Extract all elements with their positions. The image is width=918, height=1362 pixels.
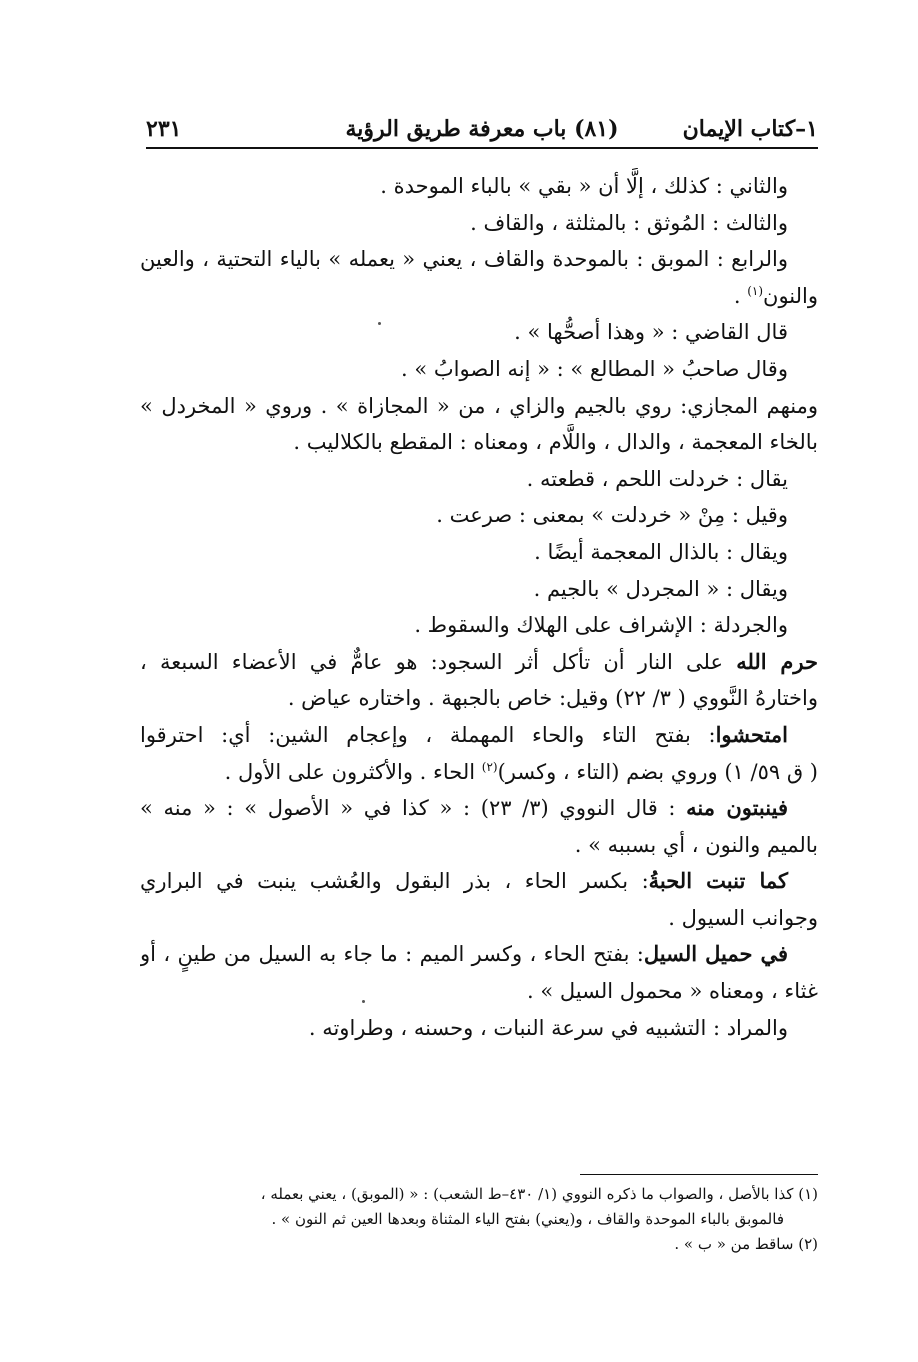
text-line	[140, 314, 818, 351]
footnote-marker: (٢)	[481, 759, 498, 774]
footnotes	[146, 1182, 818, 1257]
line-text: : بكسر الحاء ، بذر البقول والعُشب ينبت في البراري	[140, 869, 649, 894]
footnote-line: (١) كذا بالأصل ، والصواب ما ذكره النووي (١/ ٤٣٠–ط الشعب) : « (الموبق) ، يعني بعمله ،	[260, 1185, 818, 1203]
hadith-keyword: حرم الله	[736, 648, 818, 674]
footnote-line: (٢) ساقط من « ب » .	[674, 1235, 818, 1253]
text-line	[140, 644, 818, 681]
footnote-line: فالموبق بالباء الموحدة والقاف ، و(يعني) بفتح الياء المثناة وبعدها العين ثم النون » .	[271, 1210, 784, 1228]
line-text: غثاء ، ومعناه « محمول السيل » .	[527, 979, 818, 1004]
text-line	[140, 973, 818, 1010]
text-line	[140, 790, 818, 827]
running-header	[146, 108, 818, 148]
text-line	[140, 900, 818, 937]
line-text: : بفتح التاء والحاء المهملة ، وإعجام الشين: أي: احترقوا	[140, 722, 716, 747]
line-text: : بفتح الحاء ، وكسر الميم : ما جاء به السيل من طينٍ ، أو	[140, 942, 644, 967]
hadith-keyword: امتحشوا	[715, 721, 788, 747]
chapter-title: ١–كتاب الإيمان	[682, 116, 818, 142]
line-text: والرابع : الموبق : بالموحدة والقاف ، يعني « يعمله » بالياء التحتية ، والعين	[140, 247, 788, 272]
line-text: على النار أن تأكل أثر السجود: هو عامٌّ في الأعضاء السبعة ،	[140, 649, 737, 674]
text-line	[140, 863, 818, 900]
hadith-keyword: كما تنبت الحبةُ	[648, 868, 788, 894]
line-text-tail: الحاء . والأكثرون على الأول .	[224, 759, 482, 784]
hadith-keyword: في حميل السيل	[643, 941, 789, 967]
text-line	[140, 241, 818, 278]
footnote-marker: (١)	[747, 283, 764, 298]
text-line	[140, 534, 818, 571]
text-line	[140, 827, 818, 864]
line-text: ( ق ٥٩/ ١) وروي بضم (التاء ، وكسر)	[497, 759, 818, 784]
text-line	[140, 461, 818, 498]
text-line	[140, 497, 818, 534]
page-number: ٢٣١	[146, 116, 182, 142]
text-line	[140, 717, 818, 754]
text-line	[140, 205, 818, 242]
text-line	[140, 571, 818, 608]
line-text: قال القاضي : « وهذا أصحُّها » .	[514, 320, 788, 345]
line-text: وقال صاحبُ « المطالع » : « إنه الصوابُ » .	[401, 356, 788, 381]
line-text: والمراد : التشبيه في سرعة النبات ، وحسنه ، وطراوته .	[308, 1015, 788, 1040]
hadith-keyword: فينبتون منه	[686, 795, 788, 821]
line-text: وجوانب السيول .	[668, 905, 818, 930]
footnote-divider	[580, 1174, 818, 1175]
line-text: بالميم والنون ، أي بسببه » .	[574, 832, 818, 857]
text-line	[140, 388, 818, 425]
text-line	[140, 607, 818, 644]
text-line	[140, 754, 818, 791]
line-text: : قال النووي (٣/ ٢٣) : « كذا في « الأصول » : « منه »	[140, 796, 687, 821]
section-title: (٨١) باب معرفة طريق الرؤية	[345, 116, 619, 142]
text-line	[140, 1010, 818, 1047]
line-text: والثاني : كذلك ، إلَّا أن « بقي » بالباء الموحدة .	[380, 174, 788, 198]
line-text: يقال : خردلت اللحم ، قطعته .	[526, 466, 788, 491]
text-line	[140, 351, 818, 388]
text-line	[140, 168, 818, 205]
line-text: والنون	[763, 283, 818, 308]
main-text	[140, 168, 818, 1046]
line-text-tail: .	[733, 283, 748, 308]
line-text: ويقال : « المجردل » بالجيم .	[533, 576, 788, 601]
line-text: ويقال : بالذال المعجمة أيضًا .	[534, 539, 788, 564]
line-text: ومنهم المجازي: روي بالجيم والزاي ، من « المجازاة » . وروي « المخردل »	[140, 393, 818, 418]
line-text: والثالث : المُوثق : بالمثلثة ، والقاف .	[470, 210, 788, 235]
header-divider	[146, 147, 818, 149]
scan-speck	[378, 322, 381, 325]
scan-speck	[362, 1000, 365, 1003]
line-text: وقيل : مِنْ « خردلت » بمعنى : صرعت .	[436, 503, 788, 528]
text-line	[140, 936, 818, 973]
text-line	[140, 424, 818, 461]
line-text: واختارهُ النَّووي ( ٣/ ٢٢) وقيل: خاص بالجبهة . واختاره عياض .	[287, 686, 818, 711]
line-text: والجردلة : الإشراف على الهلاك والسقوط .	[414, 613, 788, 638]
text-line	[140, 278, 818, 315]
text-line	[140, 680, 818, 717]
line-text: بالخاء المعجمة ، والدال ، واللَّام ، ومعناه : المقطع بالكلاليب .	[293, 430, 818, 455]
